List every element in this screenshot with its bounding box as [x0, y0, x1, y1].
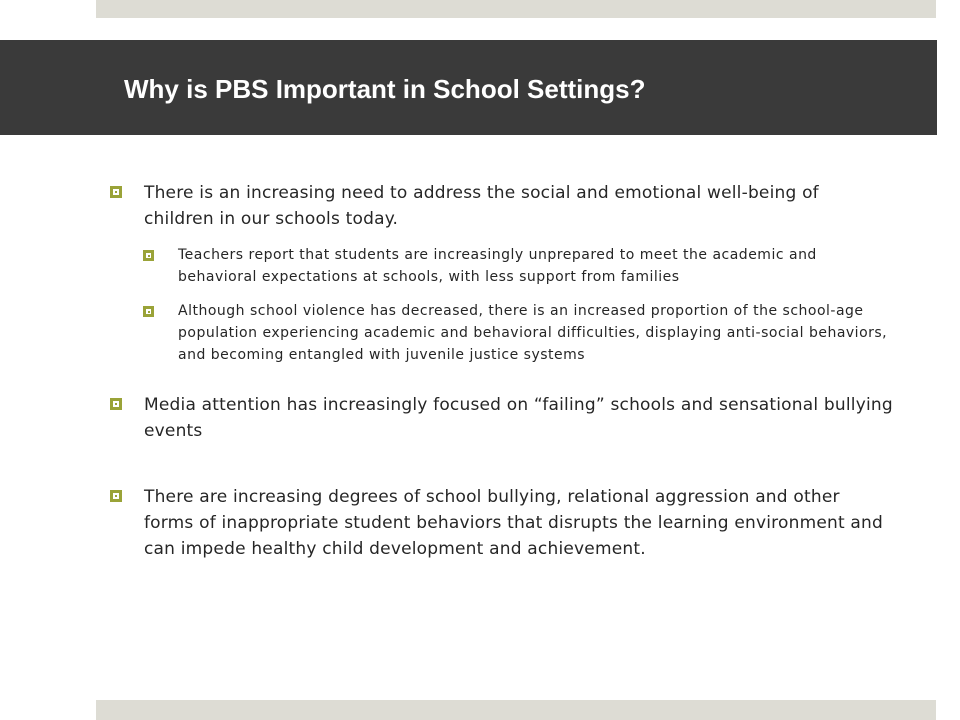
bullet-text: Media attention has increasingly focused on “failing” schools and sensational bullying events [144, 395, 893, 441]
square-bullet-icon [110, 490, 122, 502]
sub-bullet-item [140, 300, 894, 366]
square-bullet-icon [143, 250, 154, 261]
slide-content [104, 180, 894, 562]
bullet-text: There is an increasing need to address the social and emotional well-being of children in our schools today. [144, 183, 819, 229]
bottom-accent-band [96, 700, 936, 720]
slide-title: Why is PBS Important in School Settings? [124, 74, 646, 104]
square-bullet-icon [143, 306, 154, 317]
bullet-item [104, 180, 894, 232]
sub-bullet-text: Although school violence has decreased, there is an increased proportion of the school-age population experiencing academic and behavioral difficulties, displaying anti-social behaviors, and becoming entangled with juvenile justice systems [178, 303, 888, 363]
bullet-item [104, 392, 894, 444]
bullet-item [104, 484, 894, 562]
top-accent-band [96, 0, 936, 18]
bullet-text: There are increasing degrees of school bullying, relational aggression and other forms of inappropriate student behaviors that disrupts the learning environment and can impede healthy child development and achievement. [144, 487, 884, 559]
sub-bullet-item [140, 244, 894, 288]
square-bullet-icon [110, 398, 122, 410]
square-bullet-icon [110, 186, 122, 198]
sub-bullet-text: Teachers report that students are increasingly unprepared to meet the academic and behavioral expectations at schools, with less support from families [178, 247, 817, 285]
